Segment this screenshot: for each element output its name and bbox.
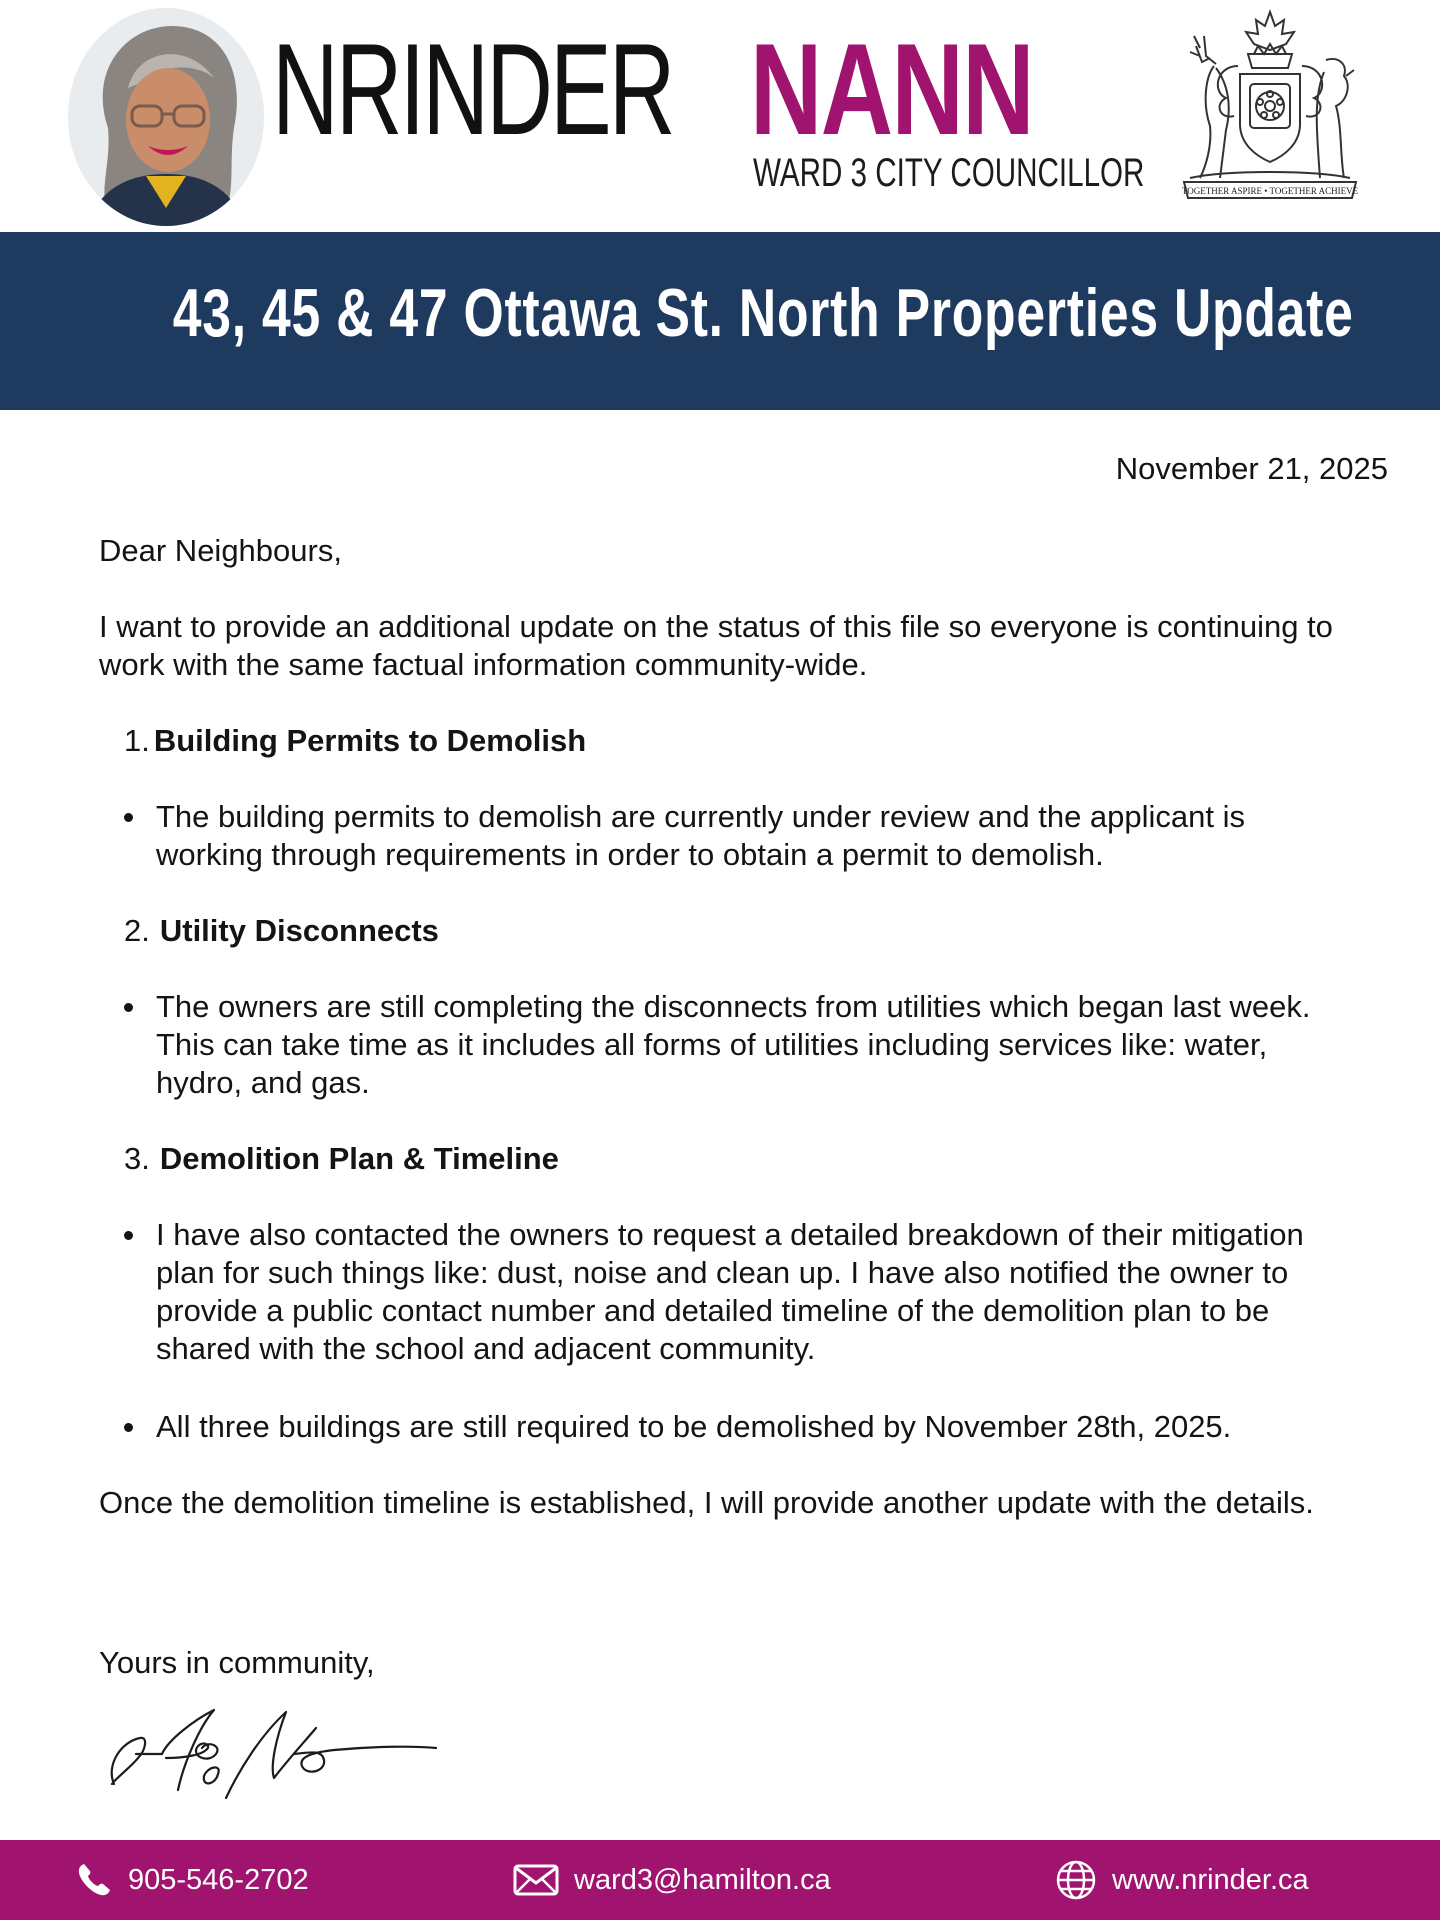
title-banner bbox=[0, 232, 1440, 410]
section-number: 2. bbox=[124, 913, 150, 948]
coat-of-arms-icon bbox=[1176, 6, 1364, 202]
section-number: 3. bbox=[124, 1141, 150, 1176]
bullet-text: All three buildings are still required to be demolished by November 28th, 2025. bbox=[156, 1409, 1232, 1444]
bullet-text: I have also contacted the owners to request a detailed breakdown of their mitigation plan for such things like: dust, noise and clean up. I have also notified the owner to provide a public contact number and detailed timeline of the demolition plan to be shared with the school and adjacent community. bbox=[156, 1217, 1304, 1366]
section-heading bbox=[124, 722, 586, 760]
bullet-icon bbox=[124, 1003, 133, 1012]
list-item bbox=[124, 988, 1354, 1102]
bullet-icon bbox=[124, 1231, 133, 1240]
signature bbox=[76, 1680, 446, 1820]
website-contact[interactable] bbox=[1054, 1840, 1309, 1920]
section-title: Demolition Plan & Timeline bbox=[159, 1141, 559, 1176]
closing-paragraph: Once the demolition timeline is established, I will provide another update with the details. bbox=[99, 1485, 1314, 1520]
globe-icon bbox=[1054, 1858, 1098, 1902]
list-item bbox=[124, 798, 1354, 874]
bullet-icon bbox=[124, 813, 133, 822]
email-address[interactable]: ward3@hamilton.ca bbox=[574, 1863, 831, 1896]
mail-icon bbox=[512, 1862, 560, 1898]
councillor-portrait bbox=[68, 8, 264, 226]
list-item bbox=[124, 1216, 1354, 1368]
contact-footer bbox=[0, 1840, 1440, 1920]
letter-date: November 21, 2025 bbox=[1115, 451, 1388, 486]
councillor-role: WARD 3 CITY COUNCILLOR bbox=[753, 151, 1145, 195]
letterhead bbox=[0, 0, 1440, 232]
section-number: 1. bbox=[124, 723, 150, 758]
intro-paragraph: I want to provide an additional update on the status of this file so everyone is continuing to work with the same factual information community-wide. bbox=[99, 609, 1333, 682]
section-heading bbox=[124, 912, 439, 950]
page-title: 43, 45 & 47 Ottawa St. North Properties Update bbox=[172, 275, 1354, 351]
bullet-text: The owners are still completing the disconnects from utilities which began last week. This can take time as it includes all forms of utilities including services like: water, hydro, and gas. bbox=[156, 989, 1311, 1100]
bullet-icon bbox=[124, 1423, 133, 1432]
crest-motto: TOGETHER ASPIRE • TOGETHER ACHIEVE bbox=[1181, 186, 1359, 196]
email-contact[interactable] bbox=[512, 1840, 831, 1920]
section-heading bbox=[124, 1140, 559, 1178]
name-first: NRINDER bbox=[272, 16, 673, 162]
sign-off: Yours in community, bbox=[99, 1645, 375, 1680]
list-item bbox=[124, 1408, 1354, 1446]
phone-number[interactable]: 905-546-2702 bbox=[128, 1863, 309, 1896]
section-title: Building Permits to Demolish bbox=[153, 723, 587, 758]
phone-icon bbox=[74, 1860, 114, 1900]
section-title: Utility Disconnects bbox=[159, 913, 439, 948]
salutation: Dear Neighbours, bbox=[99, 533, 342, 568]
name-last: NANN bbox=[750, 16, 1033, 162]
bullet-text: The building permits to demolish are currently under review and the applicant is working through requirements in order to obtain a permit to demolish. bbox=[156, 799, 1246, 872]
website-url[interactable]: www.nrinder.ca bbox=[1112, 1863, 1309, 1896]
phone-contact[interactable] bbox=[74, 1840, 309, 1920]
